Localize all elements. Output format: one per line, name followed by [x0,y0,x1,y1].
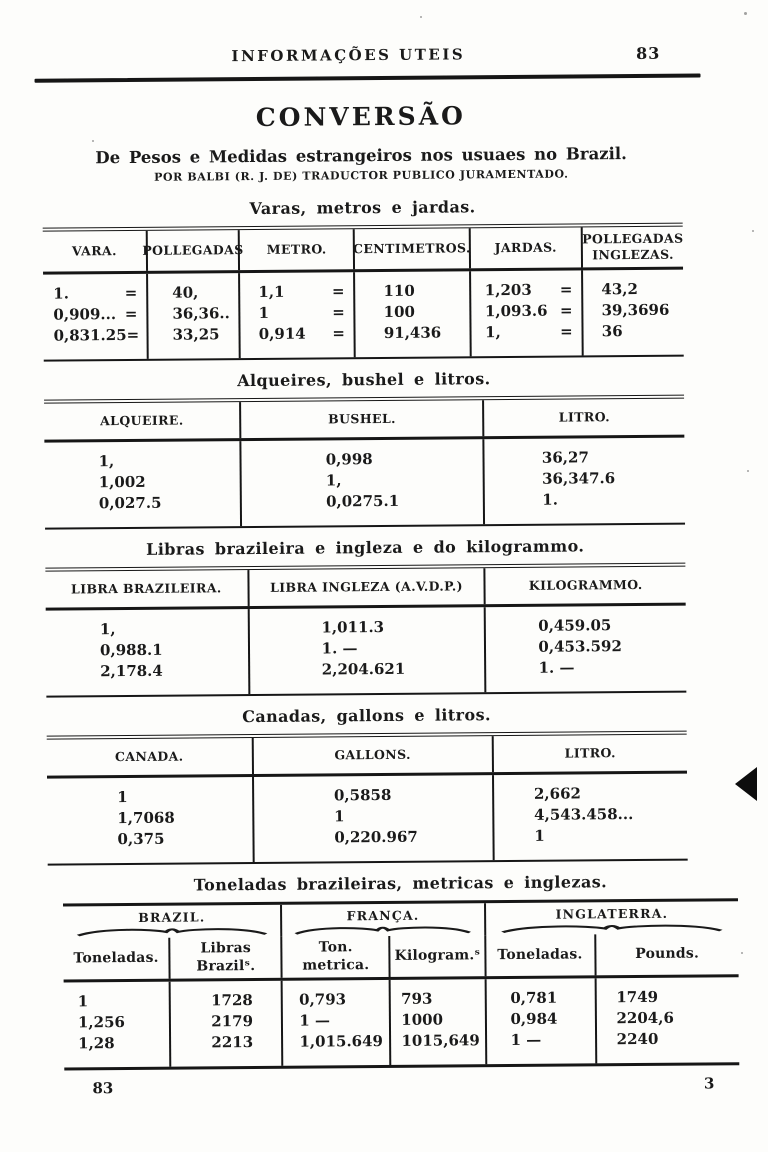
cell-stack [585,279,681,343]
cell-line: 36,27 [541,448,589,467]
cell-value: 1,1 [258,282,285,301]
equals-sign: = [560,322,573,341]
column-header-label: LITRO. [564,745,616,761]
cell-stack [66,991,168,1055]
column-header [169,937,281,979]
data-cell [281,980,390,1066]
cell-line: 36,36.. [172,304,230,323]
cell-stack [242,281,352,345]
table-data-row [44,438,685,528]
column-header [142,230,244,271]
section-title: Toneladas brazileiras, metricas e inglezas. [193,872,608,895]
cell-line: 1728 [210,991,253,1010]
cell-stack [244,448,482,513]
page-footer [92,1074,714,1097]
cell-stack [488,987,593,1051]
cell-value: 0,909... [53,305,117,324]
cell-line: 36 [601,322,623,341]
column-header [491,735,686,773]
group-header-cell [63,905,281,939]
cell-line: 1 [77,992,89,1011]
section-alqueires-bushel-litros [0,367,768,530]
cell-line: 1 [334,807,345,826]
data-cell [240,439,484,526]
cell-line: 100 [383,302,415,321]
column-header-label: Pounds. [635,945,700,962]
column-header-label: VARA. [71,243,117,259]
cell-line: 1749 [616,987,659,1007]
running-header [36,44,660,71]
cell-line: 0,988.1 [99,640,163,660]
data-cell [252,775,493,862]
cell-value: 1. [53,284,69,303]
column-header [484,567,686,605]
data-cell [483,438,685,525]
data-cell [469,270,582,356]
column-header-label: Ton. metrica. [302,939,370,974]
data-cell [47,777,252,864]
cell-line: 2179 [211,1012,254,1031]
column-header [252,736,492,774]
cell-line: 1,015.649 [299,1032,384,1051]
footer-signature-left: 83 [92,1079,114,1098]
scan-speck [747,470,749,472]
cell-line [485,280,573,302]
cell-line: 0,459.05 [538,616,612,635]
scan-speck [744,12,747,15]
column-header [594,933,739,975]
cell-line: 1000 [401,1010,444,1029]
section-libras-kilogrammo [0,535,768,698]
cell-line: 40, [172,283,199,302]
cell-line: 2213 [211,1033,254,1052]
equals-sign: = [331,282,345,301]
footer-signature-right: 3 [703,1074,715,1093]
column-header-label: Kilogram.ˢ [394,947,481,964]
column-header [247,568,484,606]
table-header-row [63,933,738,982]
cell-stack [45,283,145,347]
column-header-label: CENTIMETROS. [352,240,471,257]
column-header [468,227,581,268]
group-header-cell [280,903,483,937]
column-header-label: LITRO. [558,409,611,425]
table-header-row [43,227,683,275]
column-header [43,231,146,272]
section-toneladas [3,871,768,1071]
data-cell [353,271,469,357]
column-header-label: POLLEGADAS [142,242,244,259]
data-cell [146,273,239,359]
data-cell [581,270,683,356]
column-header-label: CANADA. [114,748,184,765]
cell-line: 2,204.621 [321,659,406,679]
running-header-title: INFORMAÇÕES UTEIS [231,45,466,66]
section-title: Alqueires, bushel e litros. [237,369,491,391]
cell-value: 1 [258,303,270,322]
column-header-label: JARDAS. [494,239,557,256]
cell-stack [46,450,238,514]
cell-stack [150,282,237,346]
header-rule [35,74,701,83]
section-canadas-gallons-litros [1,703,768,866]
table-data-row [47,774,688,864]
cell-stack [393,988,483,1052]
column-header-label: KILOGRAMMO. [528,577,643,594]
section-title: Libras brazileira e ingleza e do kilogrammo. [146,536,585,559]
data-cell [46,609,248,696]
cell-line [53,304,137,326]
data-cell [484,606,686,693]
equals-sign: = [126,325,140,345]
scan-speck [420,16,422,18]
table-alqueires-bushel-litros [44,395,685,530]
cell-line: 0,027.5 [98,493,162,513]
cell-value: 1,203 [484,280,532,300]
group-label: BRAZIL. [138,909,206,925]
cell-line: 1, [98,452,115,471]
column-header-label: GALLONS. [334,746,411,763]
data-cell [247,607,484,694]
column-header [482,399,684,437]
cell-line: 1, [99,620,116,639]
table-data-row [64,977,740,1067]
scan-speck [752,230,754,232]
cell-stack [256,784,490,849]
cell-line: 0,984 [510,1009,558,1029]
data-cell [492,774,688,861]
cell-line: 36,347.6 [541,469,616,488]
cell-value: 1, [485,323,501,342]
cell-line: 2,662 [533,784,582,803]
cell-line [258,302,344,324]
cell-line: 0,375 [117,829,165,849]
data-cell [44,441,240,528]
equals-sign: = [559,301,573,320]
table-data-row [43,270,684,360]
equals-sign: = [559,280,573,299]
cell-line: 0,5858 [333,785,392,805]
subtitle: De Pesos e Medidas estrangeiros nos usuaes no Brazil. [95,144,627,168]
data-cell [389,979,485,1065]
page-number: 83 [636,43,661,64]
cell-line: 2,178.4 [100,661,163,681]
section-title: Canadas, gallons e litros. [242,705,491,727]
cell-line: 110 [383,281,415,300]
cell-line: 0,220.967 [334,827,418,847]
data-cell [238,272,354,358]
group-brace [74,925,270,937]
equals-sign: = [124,304,138,324]
table-header-row [45,567,685,611]
column-header [45,570,247,608]
table-libras-kilogrammo [45,563,686,698]
column-header-label: LIBRA BRAZILEIRA. [70,580,222,597]
column-header-label: Toneladas. [497,946,583,963]
cell-line: 1015,649 [401,1031,480,1050]
cell-line: 0,998 [325,450,373,469]
column-header [44,402,239,440]
cell-stack [251,616,482,681]
scan-speck [92,140,94,142]
column-header-label: Toneladas. [73,949,159,967]
table-canadas-gallons-litros [47,731,688,866]
table-header-row [47,735,687,779]
equals-sign: = [332,303,345,322]
table-varas-metros-jardas [43,223,684,362]
column-header [389,935,484,977]
column-header [352,228,471,269]
cell-line [53,283,137,305]
cell-value: 1,093.6 [484,301,548,321]
column-header [47,738,252,776]
cell-stack [496,783,686,847]
group-brace [293,923,474,934]
equals-sign: = [332,324,345,343]
table-toneladas [63,898,739,1070]
cell-line: 43,2 [601,279,638,299]
cell-stack [488,615,684,680]
group-label: INGLATERRA. [555,905,669,922]
group-header-row [63,901,738,938]
cell-line: 0,0275.1 [325,491,400,511]
cell-line: 1 — [510,1030,542,1050]
cell-stack [383,281,441,344]
cell-line: 0,453.592 [538,637,622,656]
cell-value: 0,914 [258,324,306,343]
data-cell [64,982,170,1068]
cell-stack [598,986,737,1050]
cell-line: 1 [534,826,545,845]
column-header [63,938,169,980]
table-header-row [44,399,684,443]
column-header [281,936,389,978]
equals-sign: = [124,283,138,303]
cell-line [259,323,345,345]
column-header [581,227,683,268]
cell-line: 39,3696 [601,300,670,320]
cell-line: 1. — [538,658,575,677]
cell-stack [49,786,250,851]
column-header [239,400,482,438]
column-header-label: LIBRA INGLEZA (A.V.D.P.) [270,578,464,596]
cell-line: 1,002 [98,472,146,492]
cell-line: 4,543.458... [534,805,634,824]
group-label: FRANÇA. [346,907,420,924]
column-header-label: ALQUEIRE. [99,412,184,429]
table-data-row [46,606,687,696]
cell-line: 1,011.3 [321,618,385,637]
cell-line: 33,25 [172,325,220,344]
data-cell [594,977,739,1063]
cell-line: 2240 [616,1029,659,1049]
cell-line: 2204,6 [616,1008,674,1028]
cell-line [485,301,573,323]
section-title: Varas, metros e jardas. [249,197,476,219]
cell-line [53,325,140,347]
cell-line: 0,793 [299,990,347,1009]
ink-blot [735,767,757,801]
main-title: CONVERSÃO [255,101,466,132]
column-header-label: Libras Brazilˢ. [196,940,256,974]
column-header-label: METRO. [266,241,327,258]
cell-line: 1 — [299,1011,331,1030]
scan-speck [741,952,743,954]
cell-line [258,281,344,303]
cell-stack [285,989,387,1053]
cell-line [485,322,573,344]
cell-line: 1, [325,471,342,490]
cell-line: 1. [542,490,558,509]
cell-stack [487,447,683,512]
column-header [238,229,353,270]
section-varas-metros-jardas [0,195,767,362]
cell-stack [48,618,246,683]
cell-line: 793 [401,989,433,1008]
cell-line: 1 [117,788,128,807]
cell-stack [473,279,580,343]
cell-line: 1,28 [78,1034,115,1053]
cell-line: 1,256 [77,1013,125,1032]
cell-stack [173,990,280,1054]
data-cell [43,274,147,360]
column-header-label: BUSHEL. [328,411,396,427]
cell-line: 91,436 [383,323,442,342]
data-cell [484,978,595,1064]
cell-line: 0,781 [510,988,558,1008]
column-header-label: POLLEGADAS INGLEZAS. [582,231,684,263]
group-brace [498,921,725,933]
byline: POR BALBI (R. J. DE) TRADUCTOR PUBLICO JURAMENTADO. [154,167,569,184]
cell-line: 1,7068 [117,808,175,828]
cell-value: 0,831.25 [53,326,127,345]
data-cell [169,981,282,1067]
column-header [484,934,594,976]
cell-line: 1. — [321,639,358,658]
group-header-cell [484,901,739,935]
